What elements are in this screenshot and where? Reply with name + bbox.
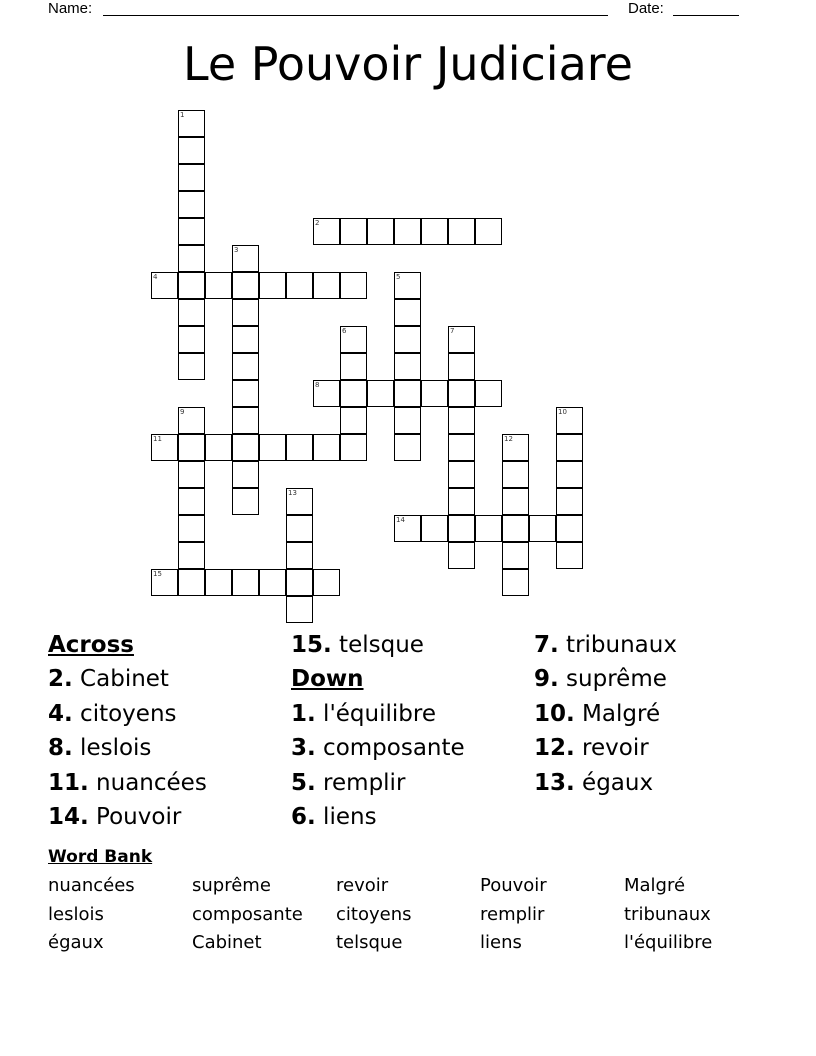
clue-item [534, 628, 677, 662]
clue-item [48, 800, 207, 834]
word-bank-word: Malgré [624, 875, 686, 896]
crossword-cell[interactable] [340, 434, 367, 461]
crossword-cell[interactable] [205, 569, 232, 596]
crossword-cell[interactable] [313, 380, 340, 407]
crossword-cell[interactable] [448, 542, 475, 569]
crossword-cell[interactable] [178, 137, 205, 164]
clue-item [48, 731, 207, 765]
crossword-cell[interactable] [259, 569, 286, 596]
crossword-cell[interactable] [394, 353, 421, 380]
crossword-cell[interactable] [502, 542, 529, 569]
clue-num: 13. [534, 769, 575, 796]
clue-text: liens [315, 803, 377, 830]
crossword-cell[interactable] [286, 569, 313, 596]
clue-num: 10. [534, 700, 575, 727]
crossword-cell[interactable] [259, 434, 286, 461]
crossword-cell[interactable] [286, 515, 313, 542]
clue-item [291, 697, 465, 731]
crossword-cell[interactable] [178, 164, 205, 191]
word-bank-word: revoir [336, 875, 389, 896]
clue-num: 8. [48, 735, 73, 762]
crossword-cell[interactable] [448, 407, 475, 434]
crossword-cell[interactable] [178, 569, 205, 596]
clue-text: leslois [72, 735, 152, 762]
crossword-cell[interactable] [529, 515, 556, 542]
clue-num: 6. [291, 803, 316, 830]
crossword-cell[interactable] [448, 380, 475, 407]
clue-number: 1 [180, 111, 185, 119]
crossword-cell[interactable] [205, 434, 232, 461]
crossword-cell[interactable] [286, 596, 313, 623]
crossword-cell[interactable] [178, 488, 205, 515]
word-bank-word: nuancées [48, 875, 135, 896]
crossword-cell[interactable] [178, 110, 205, 137]
clue-text: l'équilibre [315, 700, 436, 727]
crossword-cell[interactable] [448, 515, 475, 542]
clue-item [48, 766, 207, 800]
clue-number: 10 [558, 408, 567, 416]
crossword-cell[interactable] [475, 218, 502, 245]
clue-number: 5 [396, 273, 401, 281]
crossword-cell[interactable] [556, 542, 583, 569]
crossword-cell[interactable] [232, 488, 259, 515]
clue-item [291, 766, 465, 800]
clue-item [534, 662, 677, 696]
clue-num: 11. [48, 769, 89, 796]
clue-number: 13 [288, 489, 297, 497]
crossword-cell[interactable] [502, 515, 529, 542]
clue-number: 2 [315, 219, 320, 227]
clue-item [534, 766, 677, 800]
crossword-cell[interactable] [502, 461, 529, 488]
crossword-cell[interactable] [556, 407, 583, 434]
word-bank-word: l'équilibre [624, 932, 713, 953]
crossword-cell[interactable] [232, 461, 259, 488]
clue-number: 7 [450, 327, 455, 335]
word-bank-title: Word Bank [48, 847, 153, 867]
crossword-cell[interactable] [556, 488, 583, 515]
crossword-cell[interactable] [232, 434, 259, 461]
crossword-cell[interactable] [232, 407, 259, 434]
clue-item [291, 628, 465, 662]
crossword-cell[interactable] [232, 380, 259, 407]
date-label: Date: [628, 0, 664, 17]
crossword-cell[interactable] [232, 245, 259, 272]
clue-num: 1. [291, 700, 316, 727]
crossword-cell[interactable] [421, 380, 448, 407]
crossword-cell[interactable] [394, 515, 421, 542]
crossword-cell[interactable] [340, 218, 367, 245]
crossword-cell[interactable] [313, 272, 340, 299]
crossword-cell[interactable] [178, 407, 205, 434]
page-title: Le Pouvoir Judiciare [183, 37, 633, 91]
clue-item [291, 731, 465, 765]
word-bank-word: telsque [336, 932, 403, 953]
crossword-cell[interactable] [340, 380, 367, 407]
clue-number: 6 [342, 327, 347, 335]
word-bank-row [48, 901, 768, 930]
clue-item [534, 697, 677, 731]
crossword-cell[interactable] [367, 218, 394, 245]
crossword-cell[interactable] [394, 380, 421, 407]
clue-column-3 [534, 628, 677, 800]
clue-number: 3 [234, 246, 239, 254]
crossword-cell[interactable] [178, 272, 205, 299]
clue-number: 8 [315, 381, 320, 389]
crossword-cell[interactable] [151, 434, 178, 461]
clue-num: 7. [534, 632, 559, 658]
clue-text: citoyens [72, 700, 177, 727]
word-bank-word: Pouvoir [480, 875, 547, 896]
clue-item [48, 662, 207, 696]
clue-num: 4. [48, 700, 73, 727]
crossword-cell[interactable] [313, 569, 340, 596]
clue-heading-across: Across [48, 632, 134, 658]
crossword-cell[interactable] [205, 272, 232, 299]
clue-num: 9. [534, 666, 559, 693]
crossword-cell[interactable] [556, 461, 583, 488]
word-bank-word: suprême [192, 875, 271, 896]
clue-num: 3. [291, 735, 316, 762]
word-bank-word: leslois [48, 903, 104, 925]
clue-number: 14 [396, 516, 405, 524]
crossword-cell[interactable] [475, 380, 502, 407]
crossword-cell[interactable] [286, 272, 313, 299]
word-bank-word: citoyens [336, 903, 412, 925]
crossword-cell[interactable] [367, 380, 394, 407]
crossword-cell[interactable] [502, 488, 529, 515]
crossword-cell[interactable] [556, 515, 583, 542]
crossword-cell[interactable] [421, 218, 448, 245]
crossword-cell[interactable] [313, 218, 340, 245]
crossword-cell[interactable] [259, 272, 286, 299]
crossword-cell[interactable] [178, 434, 205, 461]
clue-item [291, 800, 465, 834]
clue-num: 5. [291, 769, 316, 796]
clue-item [534, 731, 677, 765]
clue-number: 11 [153, 435, 162, 443]
crossword-cell[interactable] [178, 326, 205, 353]
crossword-cell[interactable] [556, 434, 583, 461]
crossword-cell[interactable] [421, 515, 448, 542]
crossword-cell[interactable] [232, 272, 259, 299]
clue-text: telsque [331, 632, 424, 658]
crossword-cell[interactable] [448, 434, 475, 461]
clue-column-1 [48, 628, 207, 834]
crossword-cell[interactable] [502, 569, 529, 596]
clue-text: Cabinet [72, 666, 169, 693]
clue-column-2 [291, 628, 465, 834]
clue-num: 12. [534, 735, 575, 762]
clue-text: égaux [574, 769, 654, 796]
crossword-cell[interactable] [502, 434, 529, 461]
crossword-cell[interactable] [394, 434, 421, 461]
clue-number: 15 [153, 570, 162, 578]
crossword-cell[interactable] [448, 461, 475, 488]
word-bank-word: Cabinet [192, 932, 262, 953]
crossword-cell[interactable] [394, 299, 421, 326]
crossword-cell[interactable] [178, 353, 205, 380]
word-bank-rows [48, 872, 768, 958]
crossword-cell[interactable] [232, 299, 259, 326]
crossword-cell[interactable] [340, 407, 367, 434]
crossword-cell[interactable] [151, 569, 178, 596]
clue-num: 2. [48, 666, 73, 693]
clue-text: suprême [558, 666, 667, 693]
clue-text: Malgré [574, 700, 661, 727]
crossword-cell[interactable] [394, 326, 421, 353]
word-bank [48, 844, 768, 958]
crossword-cell[interactable] [448, 326, 475, 353]
crossword-cell[interactable] [475, 515, 502, 542]
clue-number: 12 [504, 435, 513, 443]
crossword-cell[interactable] [286, 542, 313, 569]
crossword-cell[interactable] [448, 353, 475, 380]
crossword-cell[interactable] [178, 461, 205, 488]
crossword-cell[interactable] [178, 515, 205, 542]
crossword-cell[interactable] [286, 488, 313, 515]
word-bank-word: remplir [480, 903, 545, 925]
clue-text: tribunaux [558, 632, 677, 658]
word-bank-word: égaux [48, 932, 104, 953]
crossword-cell[interactable] [394, 218, 421, 245]
clue-number: 4 [153, 273, 158, 281]
crossword-cell[interactable] [178, 542, 205, 569]
clue-number: 9 [180, 408, 185, 416]
crossword-cell[interactable] [394, 407, 421, 434]
word-bank-word: composante [192, 903, 303, 925]
crossword-cell[interactable] [178, 191, 205, 218]
clue-text: composante [315, 735, 465, 762]
clue-text: Pouvoir [88, 803, 182, 830]
crossword-cell[interactable] [151, 272, 178, 299]
word-bank-row [48, 929, 768, 958]
name-label: Name: [48, 0, 93, 17]
crossword-cell[interactable] [448, 488, 475, 515]
clue-item [48, 697, 207, 731]
clue-text: remplir [315, 769, 406, 796]
word-bank-word: tribunaux [624, 903, 711, 925]
crossword-cell[interactable] [394, 272, 421, 299]
crossword-cell[interactable] [232, 326, 259, 353]
crossword-cell[interactable] [232, 353, 259, 380]
crossword-cell[interactable] [313, 434, 340, 461]
clue-text: nuancées [88, 769, 207, 796]
crossword-cell[interactable] [178, 245, 205, 272]
clue-text: revoir [574, 735, 649, 762]
word-bank-row [48, 872, 768, 901]
crossword-cell[interactable] [340, 272, 367, 299]
crossword-cell[interactable] [232, 569, 259, 596]
crossword-cell[interactable] [448, 218, 475, 245]
crossword-cell[interactable] [178, 218, 205, 245]
word-bank-word: liens [480, 932, 522, 953]
clue-num: 15. [291, 632, 332, 658]
crossword-cell[interactable] [178, 299, 205, 326]
clue-heading-down: Down [291, 666, 364, 693]
clue-num: 14. [48, 803, 89, 830]
crossword-cell[interactable] [340, 326, 367, 353]
crossword-cell[interactable] [340, 353, 367, 380]
crossword-cell[interactable] [286, 434, 313, 461]
